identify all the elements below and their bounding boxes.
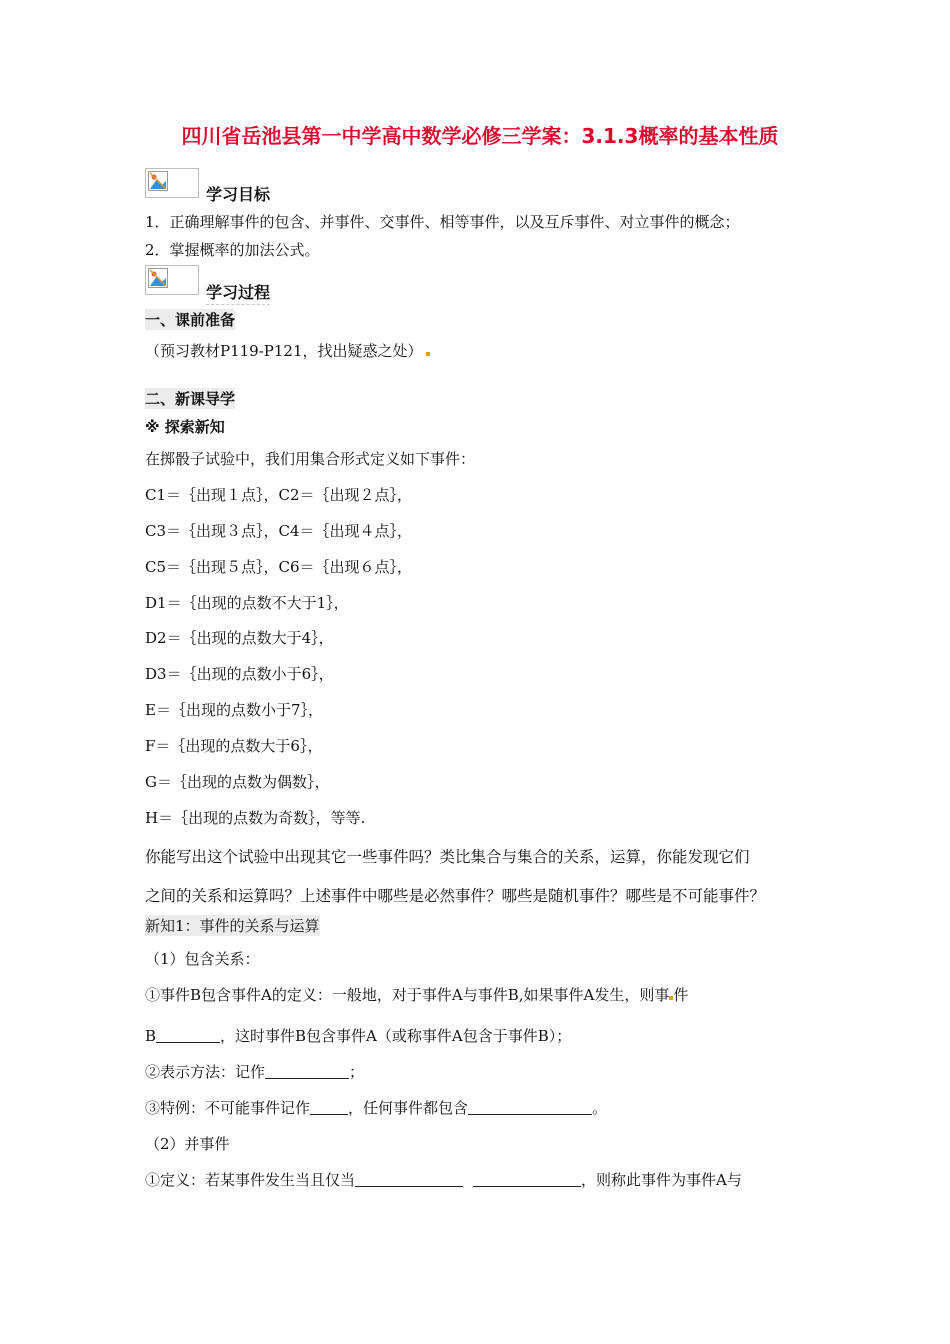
notation-line <box>145 1061 364 1082</box>
fill-blank[interactable] <box>468 1100 592 1115</box>
special-mid: ，任何事件都包含 <box>348 1099 469 1117</box>
event-line: D1＝｛出现的点数不大于1｝， <box>145 594 349 612</box>
fill-blank[interactable] <box>310 1100 348 1115</box>
process-heading: 学习过程 <box>206 280 270 305</box>
knowledge-heading: 新知1：事件的关系与运算 <box>145 917 320 935</box>
event-line: D3＝｛出现的点数小于6｝， <box>145 665 334 683</box>
notation-end: ； <box>349 1063 365 1081</box>
inclusion-def2-rest: ，这时事件B包含事件A（或称事件A包含于事件B）； <box>220 1027 572 1045</box>
fill-blank[interactable] <box>265 1064 349 1079</box>
broken-image-icon <box>145 168 199 198</box>
prep-text: （预习教材P119-P121，找出疑惑之处） <box>145 342 423 360</box>
prep-heading: 一、课前准备 <box>145 311 236 329</box>
special-end: 。 <box>592 1099 608 1117</box>
broken-image-icon <box>145 265 199 295</box>
fill-blank[interactable] <box>355 1172 463 1187</box>
objective-item: 2．掌握概率的加法公式。 <box>145 241 320 259</box>
fill-blank[interactable] <box>473 1172 581 1187</box>
inclusion-def2-start: B <box>145 1027 157 1045</box>
special-case-line <box>145 1097 607 1118</box>
inclusion-heading: （1）包含关系： <box>145 950 260 968</box>
union-definition <box>145 1169 742 1190</box>
event-line: G＝｛出现的点数为偶数｝， <box>145 773 330 791</box>
union-def-text: ①定义：若某事件发生当且仅当 <box>145 1171 356 1189</box>
event-line: C5＝｛出现５点｝，C6＝｛出现６点｝， <box>145 558 413 576</box>
union-def-end: ，则称此事件为事件A与 <box>581 1171 742 1189</box>
question-line: 你能写出这个试验中出现其它一些事件吗？类比集合与集合的关系，运算，你能发现它们 <box>145 848 750 866</box>
event-line: E＝｛出现的点数小于7｝， <box>145 701 323 719</box>
special-label: ③特例：不可能事件记作 <box>145 1099 311 1117</box>
question-line: 之间的关系和运算吗？上述事件中哪些是必然事件？哪些是随机事件？哪些是不可能事件？ <box>145 887 766 905</box>
prep-text-line <box>145 340 430 361</box>
event-line: H＝｛出现的点数为奇数｝，等等. <box>145 809 366 827</box>
inclusion-def-text: ①事件B包含事件A的定义：一般地，对于事件A与事件B,如果事件A发生，则事 <box>145 986 670 1004</box>
objectives-heading: 学习目标 <box>206 185 271 204</box>
event-line: F＝｛出现的点数大于6｝， <box>145 737 323 755</box>
event-line: D2＝｛出现的点数大于4｝， <box>145 629 334 647</box>
event-line: C1＝｛出现１点｝，C2＝｛出现２点｝， <box>145 486 413 504</box>
event-line: C3＝｛出现３点｝，C4＝｛出现４点｝， <box>145 522 413 540</box>
union-heading: （2）并事件 <box>145 1135 230 1153</box>
fill-blank[interactable] <box>156 1028 220 1043</box>
notation-label: ②表示方法：记作 <box>145 1063 266 1081</box>
inclusion-def-text-end: 件 <box>673 986 689 1004</box>
marker-dot <box>426 352 430 356</box>
inclusion-definition <box>145 984 688 1005</box>
objective-item: 1．正确理解事件的包含、并事件、交事件、相等事件，以及互斥事件、对立事件的概念； <box>145 213 740 231</box>
intro-text: 在掷骰子试验中，我们用集合形式定义如下事件： <box>145 450 476 468</box>
new-lesson-heading: 二、新课导学 <box>145 390 236 408</box>
explore-heading: ※ 探索新知 <box>145 418 225 436</box>
page-title: 四川省岳池县第一中学高中数学必修三学案：3.1.3概率的基本性质 <box>181 124 779 148</box>
inclusion-definition-2 <box>145 1025 571 1046</box>
